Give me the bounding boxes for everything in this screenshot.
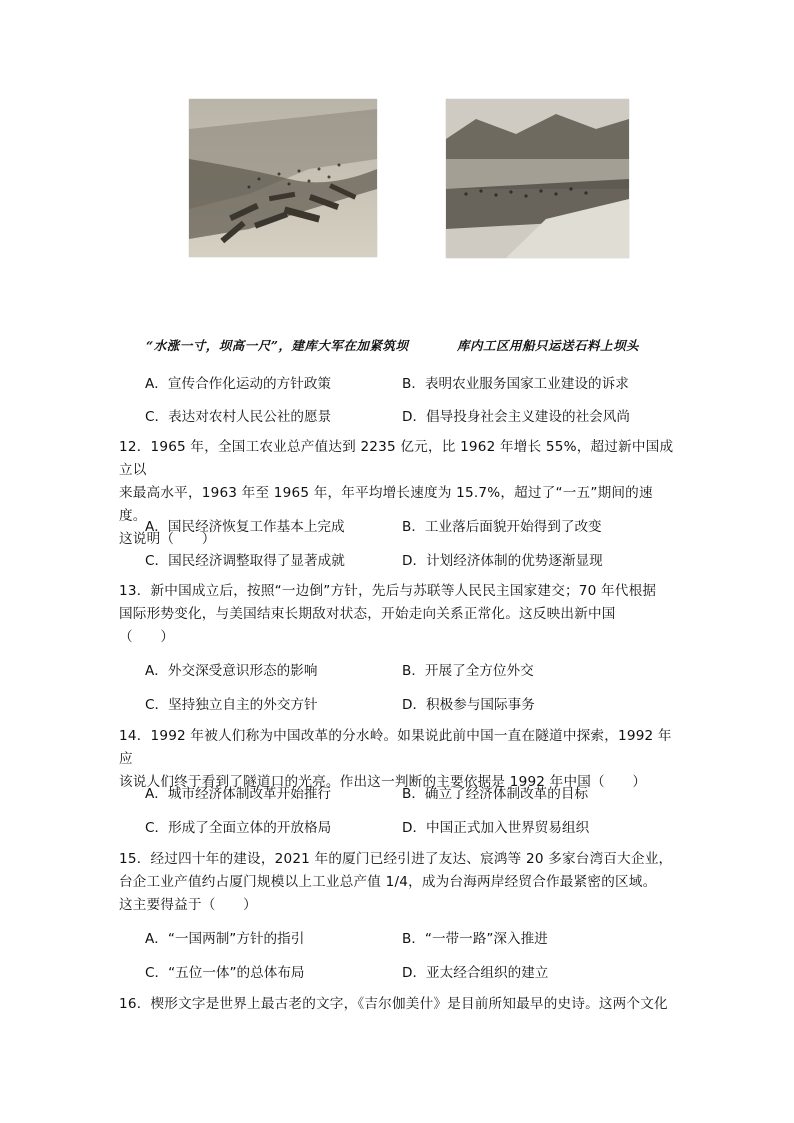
question-15-line-2: 台企工业产值约占厦门规模以上工业总产值 1/4，成为台海两岸经贸合作最紧密的区域。 [119, 874, 657, 890]
q13-option-d[interactable]: D．积极参与国际事务 [402, 697, 535, 713]
question-13-line-2: 国际形势变化，与美国结束长期敌对状态，开始走向关系正常化。这反映出新中国 [119, 606, 616, 622]
question-12-line-3: 这说明（ ） [119, 531, 216, 547]
q14-option-b[interactable]: B．确立了经济体制改革的目标 [402, 786, 589, 802]
question-16-line-1: 16．楔形文字是世界上最古老的文字，《吉尔伽美什》是目前所知最早的史诗。这两个文化 [119, 996, 668, 1012]
q13-option-b[interactable]: B．开展了全方位外交 [402, 663, 534, 679]
q12-option-d[interactable]: D．计划经济体制的优势逐渐显现 [402, 553, 603, 569]
question-12-line-2: 来最高水平，1963 年至 1965 年，年平均增长速度为 15.7%，超过了“一五”期间的速度。 [119, 485, 653, 524]
question-15-line-1: 15．经过四十年的建设，2021 年的厦门已经引进了友达、宸鸿等 20 多家台湾百大企业， [119, 851, 673, 867]
q12-option-c[interactable]: C．国民经济调整取得了显著成就 [145, 553, 345, 569]
q15-option-d[interactable]: D．亚太经合组织的建立 [402, 965, 549, 981]
dam-construction-boats-photo [189, 99, 377, 257]
q14-option-d[interactable]: D．中国正式加入世界贸易组织 [402, 820, 590, 836]
reservoir-worksite-photo [446, 99, 629, 258]
question-16-stem [119, 993, 679, 1016]
q12-option-a[interactable]: A．国民经济恢复工作基本上完成 [145, 519, 345, 535]
left-photo-caption: “水涨一寸，坝高一尺”，建库大军在加紧筑坝 [146, 338, 409, 353]
question-15-line-3: 这主要得益于（ ） [119, 897, 257, 913]
q14-option-a[interactable]: A．城市经济体制改革开始推行 [145, 786, 332, 802]
q14-option-c[interactable]: C．形成了全面立体的开放格局 [145, 820, 332, 836]
q11-option-b[interactable]: B．表明农业服务国家工业建设的诉求 [402, 376, 629, 392]
question-15-stem [119, 848, 679, 917]
q15-option-c[interactable]: C．“五位一体”的总体布局 [145, 965, 305, 981]
q11-option-c[interactable]: C．表达对农村人民公社的愿景 [145, 409, 332, 425]
question-14-line-1: 14．1992 年被人们称为中国改革的分水岭。如果说此前中国一直在隧道中探索，1992 年应 [119, 728, 672, 767]
q11-option-a[interactable]: A．宣传合作化运动的方针政策 [145, 376, 332, 392]
q13-option-c[interactable]: C．坚持独立自主的外交方针 [145, 697, 318, 713]
q12-option-b[interactable]: B．工业落后面貌开始得到了改变 [402, 519, 602, 535]
question-13-line-1: 13．新中国成立后，按照“一边倒”方针，先后与苏联等人民民主国家建交；70 年代根据 [119, 583, 657, 599]
q11-option-d[interactable]: D．倡导投身社会主义建设的社会风尚 [402, 409, 630, 425]
right-photo-caption: 库内工区用船只运送石料上坝头 [457, 338, 640, 353]
q15-option-a[interactable]: A．“一国两制”方针的指引 [145, 931, 305, 947]
question-13-stem [119, 580, 679, 649]
question-13-line-3: （ ） [119, 629, 175, 645]
question-14-line-2: 该说人们终于看到了隧道口的光亮。作出这一判断的主要依据是 1992 年中国（ ） [119, 774, 647, 790]
question-12-line-1: 12．1965 年，全国工农业总产值达到 2235 亿元，比 1962 年增长 55%，超过新中国成立以 [119, 439, 674, 478]
q13-option-a[interactable]: A．外交深受意识形态的影响 [145, 663, 318, 679]
q15-option-b[interactable]: B．“一带一路”深入推进 [402, 931, 548, 947]
